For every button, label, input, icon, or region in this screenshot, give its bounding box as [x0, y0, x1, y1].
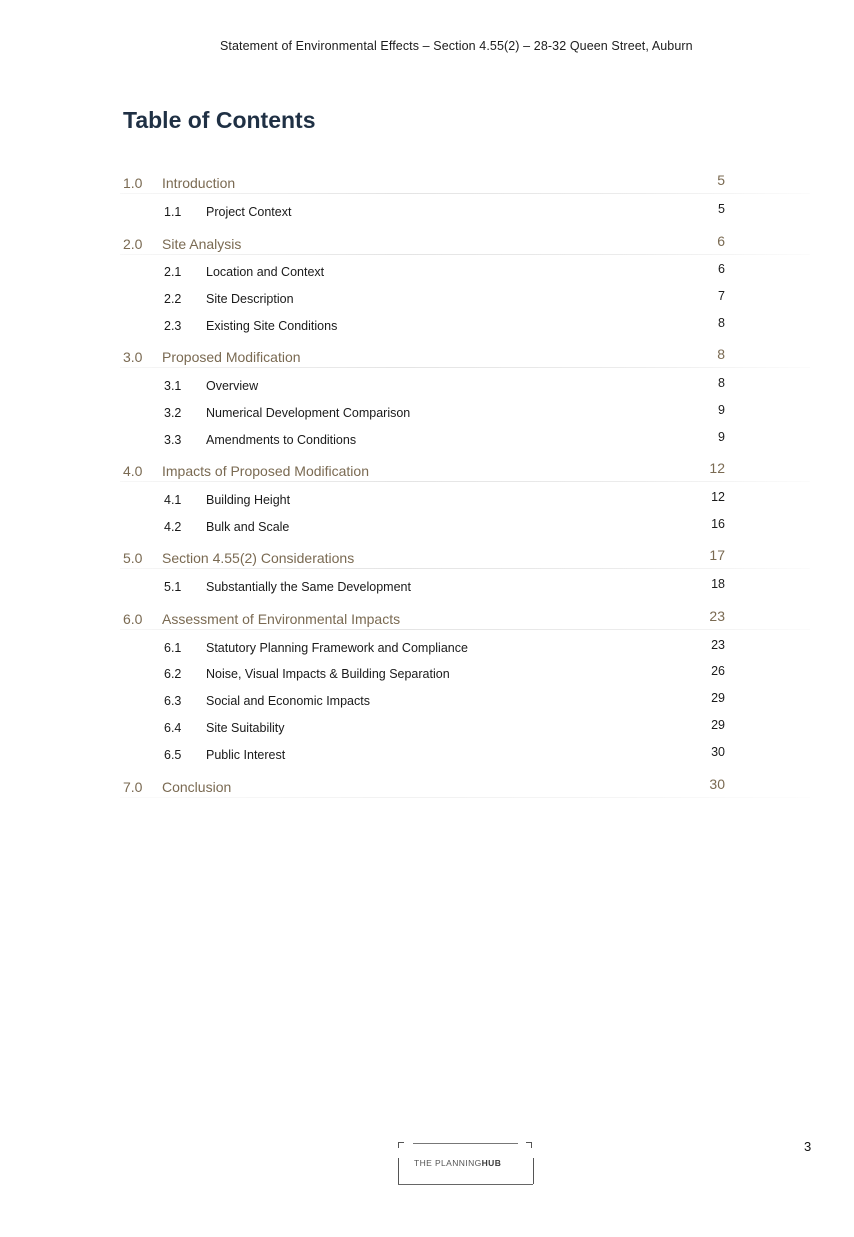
toc-section-number: 2.0	[123, 236, 143, 252]
toc-subsection-number: 3.3	[164, 433, 182, 447]
toc-section-page: 12	[709, 460, 725, 476]
toc-subsection-page: 30	[711, 745, 725, 759]
toc-subsection-number: 6.1	[164, 641, 182, 655]
toc-subsection-label: Site Suitability	[206, 721, 285, 735]
toc-section-page: 30	[709, 776, 725, 792]
toc-subsection-number: 6.2	[164, 667, 182, 681]
toc-subsection-number: 5.1	[164, 580, 182, 594]
toc-section-label: Introduction	[162, 175, 236, 191]
toc-subsection-page: 26	[711, 664, 725, 678]
toc-section-number: 5.0	[123, 550, 143, 566]
toc-subsection-label: Statutory Planning Framework and Compliance	[206, 641, 468, 655]
toc-subsection-page: 5	[718, 202, 725, 216]
toc-subsection-page: 8	[718, 376, 725, 390]
toc-divider	[120, 629, 810, 630]
toc-section-label: Site Analysis	[162, 236, 242, 252]
toc-subsection-label: Bulk and Scale	[206, 520, 290, 534]
toc-subsection-label: Numerical Development Comparison	[206, 406, 411, 420]
toc-section-label: Conclusion	[162, 779, 232, 795]
toc-subsection-page: 8	[718, 316, 725, 330]
logo-text: THE PLANNINGHUB	[414, 1158, 502, 1168]
toc-subsection-number: 1.1	[164, 205, 182, 219]
toc-section-page: 5	[717, 172, 725, 188]
toc-subsection-number: 6.5	[164, 748, 182, 762]
toc-section-label: Assessment of Environmental Impacts	[162, 611, 401, 627]
toc-subsection-number: 2.2	[164, 292, 182, 306]
running-header: Statement of Environmental Effects – Section 4.55(2) – 28-32 Queen Street, Auburn	[220, 39, 693, 53]
toc-section-page: 6	[717, 233, 725, 249]
toc-subsection-label: Building Height	[206, 493, 291, 507]
toc-section-page: 17	[709, 547, 725, 563]
toc-divider	[120, 481, 810, 482]
toc-subsection-label: Social and Economic Impacts	[206, 694, 370, 708]
toc-subsection-number: 2.1	[164, 265, 182, 279]
toc-subsection-page: 9	[718, 430, 725, 444]
page-number: 3	[804, 1139, 812, 1154]
toc-subsection-page: 18	[711, 577, 725, 591]
page-title: Table of Contents	[123, 107, 316, 133]
toc-section-label: Section 4.55(2) Considerations	[162, 550, 355, 566]
toc-section-number: 3.0	[123, 349, 143, 365]
toc-subsection-label: Existing Site Conditions	[206, 319, 338, 333]
toc-divider	[120, 193, 810, 194]
toc-subsection-label: Noise, Visual Impacts & Building Separation	[206, 667, 450, 681]
toc-subsection-label: Site Description	[206, 292, 294, 306]
toc-subsection-label: Substantially the Same Development	[206, 580, 411, 594]
toc-subsection-page: 7	[718, 289, 725, 303]
toc-subsection-label: Amendments to Conditions	[206, 433, 357, 447]
toc-section-page: 8	[717, 346, 725, 362]
toc-subsection-label: Location and Context	[206, 265, 325, 279]
toc-subsection-number: 6.3	[164, 694, 182, 708]
toc-subsection-page: 23	[711, 638, 725, 652]
toc-subsection-page: 16	[711, 517, 725, 531]
toc-subsection-page: 6	[718, 262, 725, 276]
toc-subsection-number: 4.2	[164, 520, 182, 534]
toc-subsection-number: 2.3	[164, 319, 182, 333]
toc-divider	[120, 254, 810, 255]
toc-subsection-number: 6.4	[164, 721, 182, 735]
toc-subsection-page: 12	[711, 490, 725, 504]
toc-subsection-number: 3.2	[164, 406, 182, 420]
toc-section-number: 7.0	[123, 779, 143, 795]
toc-section-number: 4.0	[123, 463, 143, 479]
toc-subsection-page: 29	[711, 718, 725, 732]
toc-subsection-label: Project Context	[206, 205, 292, 219]
toc-subsection-number: 3.1	[164, 379, 182, 393]
toc-divider	[120, 568, 810, 569]
toc-divider	[120, 797, 810, 798]
toc-section-number: 1.0	[123, 175, 143, 191]
toc-section-label: Proposed Modification	[162, 349, 301, 365]
toc-divider	[120, 367, 810, 368]
toc-subsection-page: 9	[718, 403, 725, 417]
toc-subsection-page: 29	[711, 691, 725, 705]
toc-section-label: Impacts of Proposed Modification	[162, 463, 369, 479]
toc-subsection-label: Public Interest	[206, 748, 286, 762]
toc-section-page: 23	[709, 608, 725, 624]
toc-subsection-label: Overview	[206, 379, 259, 393]
planning-hub-logo	[398, 1140, 536, 1186]
toc-section-number: 6.0	[123, 611, 143, 627]
toc-subsection-number: 4.1	[164, 493, 182, 507]
